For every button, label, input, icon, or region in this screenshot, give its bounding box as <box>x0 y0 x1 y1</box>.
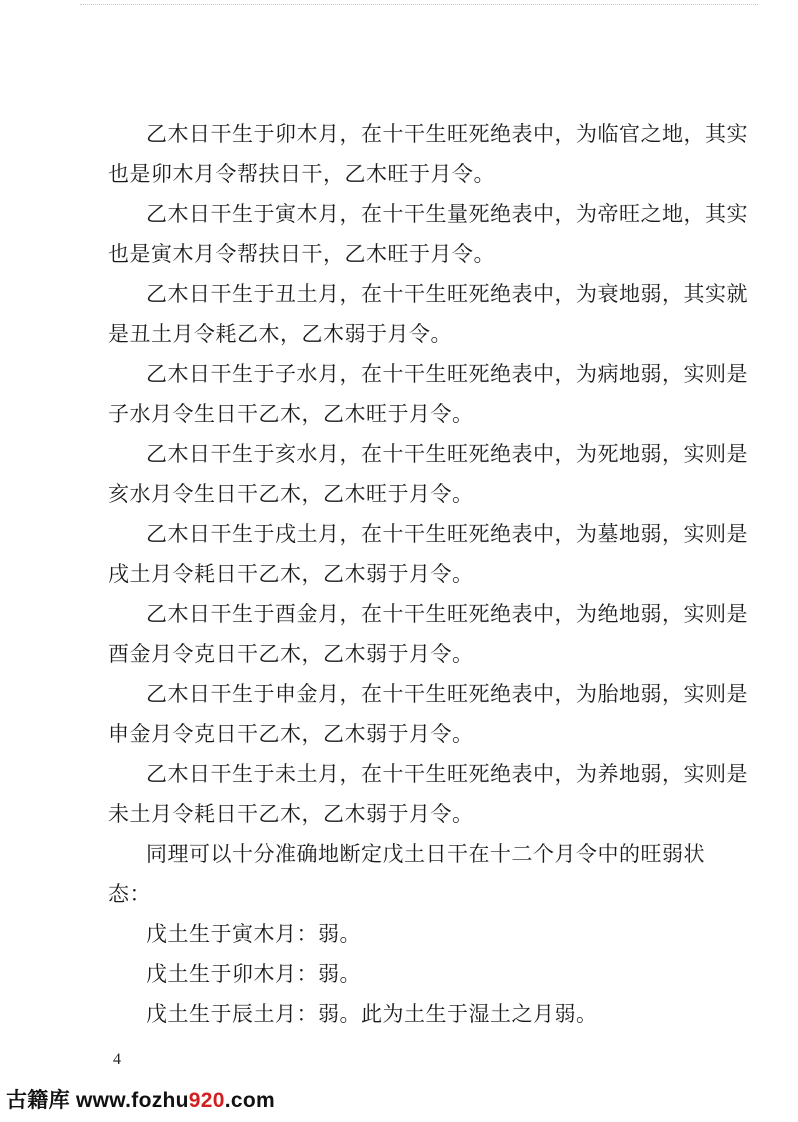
paragraph <box>108 194 748 274</box>
paragraph-line-second: 未土月令耗日干乙木，乙木弱于月令。 <box>108 802 474 826</box>
paragraph-line-second: 酉金月令克日干乙木，乙木弱于月令。 <box>108 642 474 666</box>
paragraph <box>108 434 748 514</box>
paragraph-line-first: 乙木日干生于戌土月，在十干生旺死绝表中，为墓地弱，实则是 <box>146 522 748 546</box>
paragraph <box>108 114 748 194</box>
paragraph-line-second: 也是寅木月令帮扶日干，乙木旺于月令。 <box>108 242 495 266</box>
list-item: 戊土生于辰土月：弱。此为土生于湿土之月弱。 <box>146 1002 598 1026</box>
paragraph <box>108 594 748 674</box>
paragraph-line-second: 是丑土月令耗乙木，乙木弱于月令。 <box>108 322 452 346</box>
paragraph-line-first: 乙木日干生于子水月，在十干生旺死绝表中，为病地弱，实则是 <box>146 362 748 386</box>
paragraph <box>108 274 748 354</box>
paragraph-line-first: 乙木日干生于卯木月，在十干生旺死绝表中，为临官之地，其实 <box>146 122 748 146</box>
list-item: 戊土生于卯木月：弱。 <box>146 962 361 986</box>
paragraph-line-first: 乙木日干生于未土月，在十干生旺死绝表中，为养地弱，实则是 <box>146 762 748 786</box>
paragraph-line-first: 乙木日干生于丑土月，在十干生旺死绝表中，为衰地弱，其实就 <box>146 282 748 306</box>
paragraph-line-second: 申金月令克日干乙木，乙木弱于月令。 <box>108 722 474 746</box>
paragraph-line-second: 子水月令生日干乙木，乙木旺于月令。 <box>108 402 474 426</box>
paragraph-line-first: 乙木日干生于申金月，在十干生旺死绝表中，为胎地弱，实则是 <box>146 682 748 706</box>
paragraph-line-first: 同理可以十分准确地断定戊土日干在十二个月令中的旺弱状 <box>146 842 705 866</box>
paragraph-line-first: 乙木日干生于亥水月，在十干生旺死绝表中，为死地弱，实则是 <box>146 442 748 466</box>
site-watermark <box>6 1084 275 1114</box>
top-edge-dots <box>80 4 758 6</box>
paragraph-line-second: 态： <box>108 882 151 906</box>
paragraph-line-first: 乙木日干生于酉金月，在十干生旺死绝表中，为绝地弱，实则是 <box>146 602 748 626</box>
list-item: 戊土生于寅木月：弱。 <box>146 922 361 946</box>
paragraph <box>108 754 748 834</box>
watermark-number: 920 <box>188 1089 225 1112</box>
paragraph <box>108 354 748 434</box>
paragraph-line-second: 戌土月令耗日干乙木，乙木弱于月令。 <box>108 562 474 586</box>
body-text <box>108 114 748 1034</box>
paragraph-line-first: 乙木日干生于寅木月，在十干生量死绝表中，为帝旺之地，其实 <box>146 202 748 226</box>
paragraph <box>108 834 728 914</box>
paragraph-line-second: 亥水月令生日干乙木，乙木旺于月令。 <box>108 482 474 506</box>
watermark-suffix: .com <box>224 1089 275 1112</box>
watermark-prefix: 古籍库 www.fozhu <box>6 1089 189 1112</box>
paragraph <box>108 514 748 594</box>
paragraph <box>108 674 748 754</box>
paragraph-line-second: 也是卯木月令帮扶日干，乙木旺于月令。 <box>108 162 495 186</box>
page-number: 4 <box>113 1051 121 1068</box>
